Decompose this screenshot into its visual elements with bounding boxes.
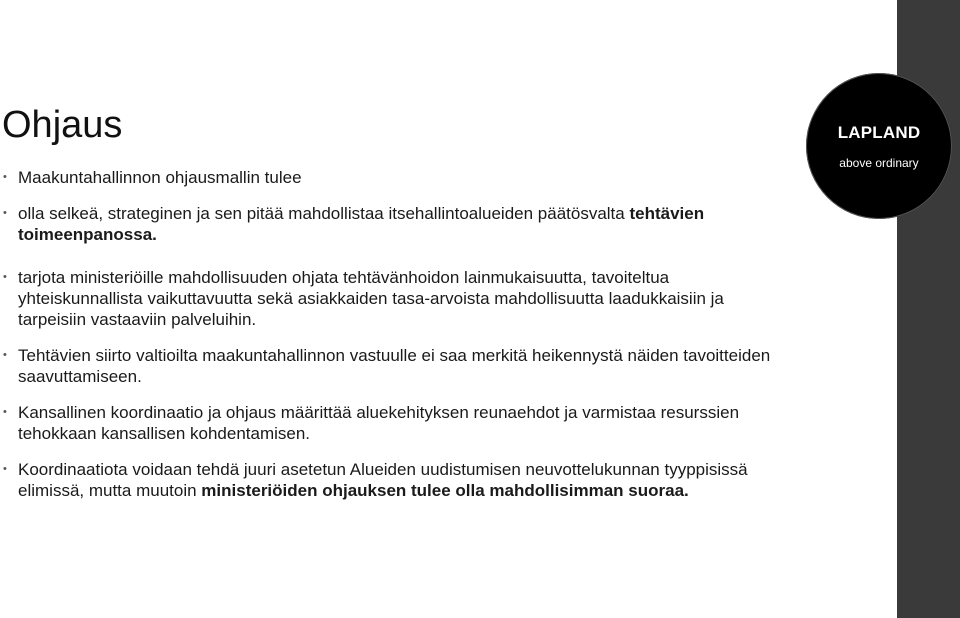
bullet-dot-icon: •: [3, 349, 7, 361]
bullet-text: tarjota ministeriöille mahdollisuuden ohjata tehtävänhoidon lainmukaisuutta, tavoiteltua yhteiskunnallista vaikuttavuutta sekä asiakkaiden tasa-arvoista mahdollisuutta laadukkaisiin ja tarpeisiin vastaaviin palveluihin.: [18, 268, 724, 329]
bullet-bold-text: tehtävien toimeenpanossa.: [18, 204, 705, 244]
bullet-dot-icon: •: [3, 171, 7, 183]
bullet-item: [0, 459, 780, 501]
logo-slogan: above ordinary: [839, 156, 919, 170]
bullet-dot-icon: •: [3, 271, 7, 283]
bullet-text: olla selkeä, strateginen ja sen pitää mahdollistaa itsehallintoalueiden päätösvalta: [18, 204, 630, 223]
bullet-item: [0, 402, 780, 444]
bullet-dot-icon: •: [3, 463, 7, 475]
bullet-list: [0, 167, 780, 516]
bullet-item: [0, 267, 780, 330]
bullet-item: [0, 345, 780, 387]
bullet-text: Koordinaatiota voidaan tehdä juuri asetetun Alueiden uudistumisen neuvottelukunnan tyyppisissä elimissä, mutta muutoin: [18, 460, 748, 500]
logo-name: LAPLAND: [837, 123, 921, 142]
bullet-item: [0, 167, 780, 188]
slide-title: Ohjaus: [2, 104, 123, 146]
bullet-item: [0, 203, 780, 245]
bullet-dot-icon: •: [3, 406, 7, 418]
bullet-dot-icon: •: [3, 207, 7, 219]
bullet-text: Kansallinen koordinaatio ja ohjaus määrittää aluekehityksen reunaehdot ja varmistaa resurssien tehokkaan kansallisen kohdentamisen.: [18, 403, 740, 443]
bullet-text: Maakuntahallinnon ohjausmallin tulee: [18, 168, 302, 187]
lapland-logo: [806, 73, 952, 219]
bullet-text: Tehtävien siirto valtioilta maakuntahallinnon vastuulle ei saa merkitä heikennystä näiden tavoitteiden saavuttamiseen.: [18, 346, 771, 386]
bullet-bold-text: ministeriöiden ohjauksen tulee olla mahdollisimman suoraa.: [201, 481, 689, 500]
